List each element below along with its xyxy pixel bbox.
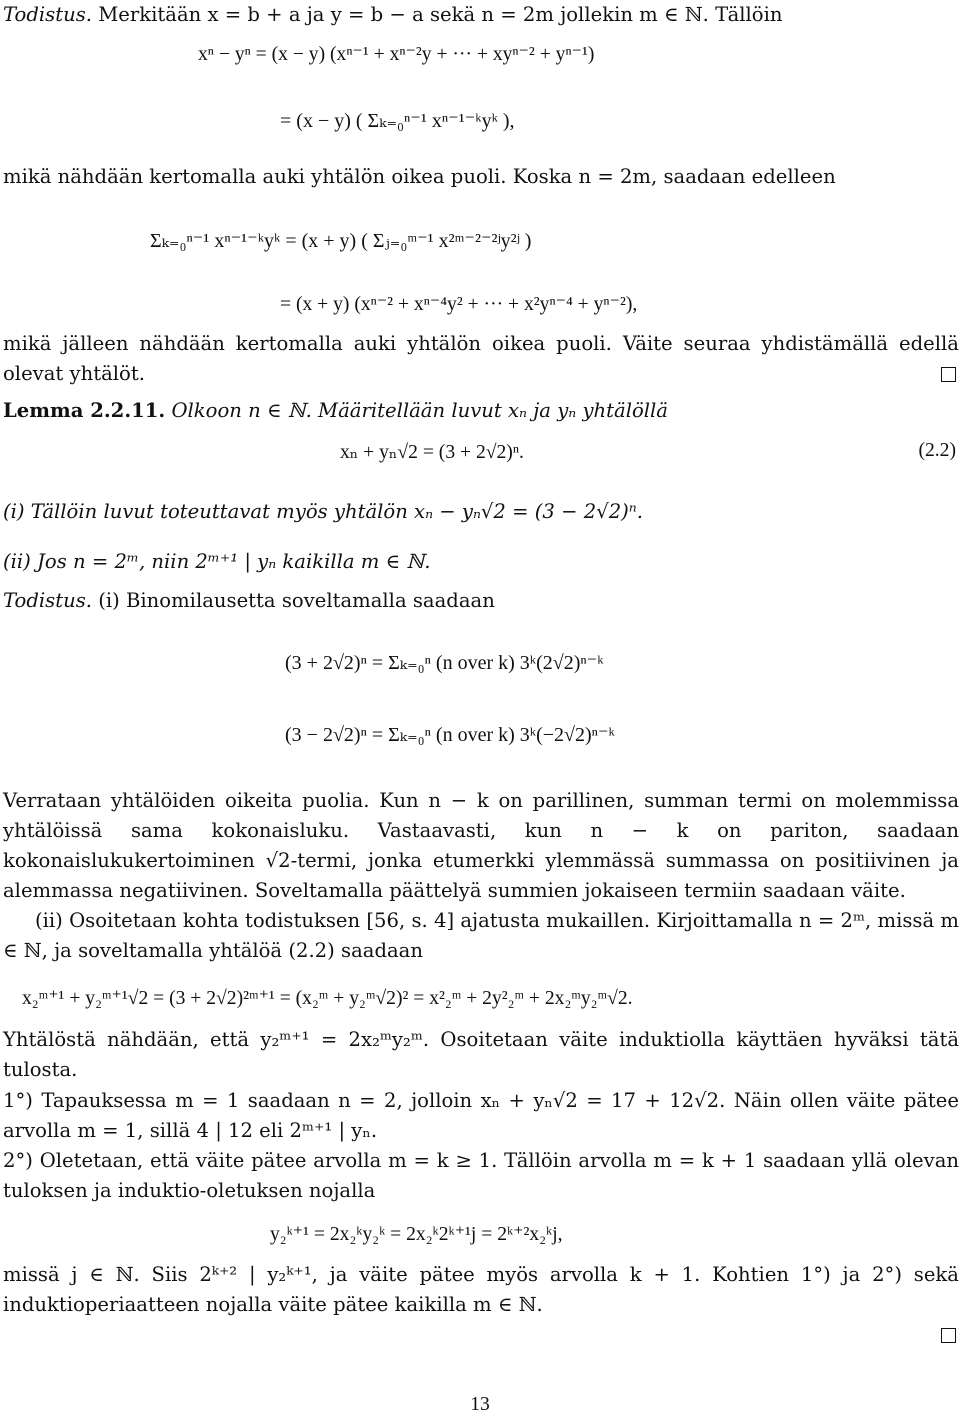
proof1-text2: mikä nähdään kertomalla auki yhtälön oikea puoli. Koska n = 2m, saadaan edelleen — [3, 165, 836, 188]
proof1-text3: mikä jälleen nähdään kertomalla auki yhtälön oikea puoli. Väite seuraa yhdistämällä edellä olevat yhtälöt. — [3, 332, 959, 385]
proof2-text-yht: Yhtälöstä nähdään, että y₂ᵐ⁺¹ = 2x₂ᵐy₂ᵐ. Osoitetaan väite induktiolla käyttäen hyväksi tätä tulosta. — [3, 1028, 959, 1081]
binomial-equation-2: (3 − 2√2)ⁿ = Σₖ₌₀ⁿ (n over k) 3ᵏ(−2√2)ⁿ⁻ᵏ — [285, 724, 615, 746]
binomial-equation-1: (3 + 2√2)ⁿ = Σₖ₌₀ⁿ (n over k) 3ᵏ(2√2)ⁿ⁻ᵏ — [285, 652, 604, 674]
proof2-text-compare: Verrataan yhtälöiden oikeita puolia. Kun n − k on parillinen, summan termi on molemmissa yhtälöissä sama kokonaisluku. Vastaavasti, kun n − k on pariton, saadaan kokonaislukukertoiminen √2-termi, jonka etumerkki ylemmässä summassa on positiivinen ja alemmassa negatiivinen. Soveltamalla päättelyä summien jokaiseen termiin saadaan väite. — [3, 789, 959, 902]
qed-square — [941, 1328, 956, 1343]
proof2-text-ii: (ii) Osoitetaan kohta todistuksen [56, s. 4] ajatusta mukaillen. Kirjoittamalla n = 2ᵐ, missä m ∈ ℕ, ja soveltamalla yhtälöä (2.2) saadaan — [3, 909, 959, 962]
equation-square: x₂ᵐ⁺¹ + y₂ᵐ⁺¹√2 = (3 + 2√2)²ᵐ⁺¹ = (x₂ᵐ + y₂ᵐ√2)² = x²₂ᵐ + 2y²₂ᵐ + 2x₂ᵐy₂ᵐ√2. — [22, 988, 633, 1009]
qed-square — [941, 367, 956, 382]
lemma-item-i: (i) Tällöin luvut toteuttavat myös yhtälön xₙ − yₙ√2 = (3 − 2√2)ⁿ. — [3, 500, 643, 523]
equation-induction: y₂ᵏ⁺¹ = 2x₂ᵏy₂ᵏ = 2x₂ᵏ2ᵏ⁺¹j = 2ᵏ⁺²x₂ᵏj, — [270, 1224, 563, 1245]
proof2-final-text: missä j ∈ ℕ. Siis 2ᵏ⁺² | y₂ᵏ⁺¹, ja väite pätee myös arvolla k + 1. Kohtien 1°) ja 2°) sekä induktioperiaatteen nojalla väite pätee kaikilla m ∈ ℕ. — [3, 1263, 959, 1316]
induction-base-case: 1°) Tapauksessa m = 1 saadaan n = 2, jolloin xₙ + yₙ√2 = 17 + 12√2. Näin ollen väite pätee arvolla m = 1, sillä 4 | 12 eli 2ᵐ⁺¹ | yₙ. — [3, 1089, 959, 1142]
proof1-eq2-line2: = (x + y) (xⁿ⁻² + xⁿ⁻⁴y² + ··· + x²yⁿ⁻⁴ + yⁿ⁻²), — [280, 294, 638, 315]
proof1-eq1-line1: xⁿ − yⁿ = (x − y) (xⁿ⁻¹ + xⁿ⁻²y + ··· + xyⁿ⁻² + yⁿ⁻¹) — [198, 44, 595, 65]
proof1-eq1-line2: = (x − y) ( Σₖ₌₀ⁿ⁻¹ xⁿ⁻¹⁻ᵏyᵏ ), — [280, 110, 515, 132]
proof2-intro: Todistus. (i) Binomilausetta soveltamalla saadaan — [3, 589, 495, 612]
proof1-label: Todistus. — [3, 3, 92, 26]
lemma-label: Lemma 2.2.11. — [3, 399, 166, 422]
lemma-item-ii: (ii) Jos n = 2ᵐ, niin 2ᵐ⁺¹ | yₙ kaikilla m ∈ ℕ. — [3, 550, 431, 573]
lemma-equation: xₙ + yₙ√2 = (3 + 2√2)ⁿ. — [340, 442, 524, 463]
equation-number: (2.2) — [918, 440, 956, 461]
proof1-intro: Todistus. Merkitään x = b + a ja y = b − a sekä n = 2m jollekin m ∈ ℕ. Tällöin — [3, 3, 783, 26]
proof2-label: Todistus. — [3, 589, 92, 612]
page-number: 13 — [470, 1394, 490, 1415]
lemma-statement: Lemma 2.2.11. Olkoon n ∈ ℕ. Määritellään luvut xₙ ja yₙ yhtälöllä — [3, 399, 668, 422]
induction-step: 2°) Oletetaan, että väite pätee arvolla m = k ≥ 1. Tällöin arvolla m = k + 1 saadaan yllä olevan tuloksen ja induktio-oletuksen nojalla — [3, 1149, 959, 1202]
proof1-eq2-line1: Σₖ₌₀ⁿ⁻¹ xⁿ⁻¹⁻ᵏyᵏ = (x + y) ( Σⱼ₌₀ᵐ⁻¹ x²ᵐ⁻²⁻²ʲy²ʲ ) — [150, 230, 532, 252]
